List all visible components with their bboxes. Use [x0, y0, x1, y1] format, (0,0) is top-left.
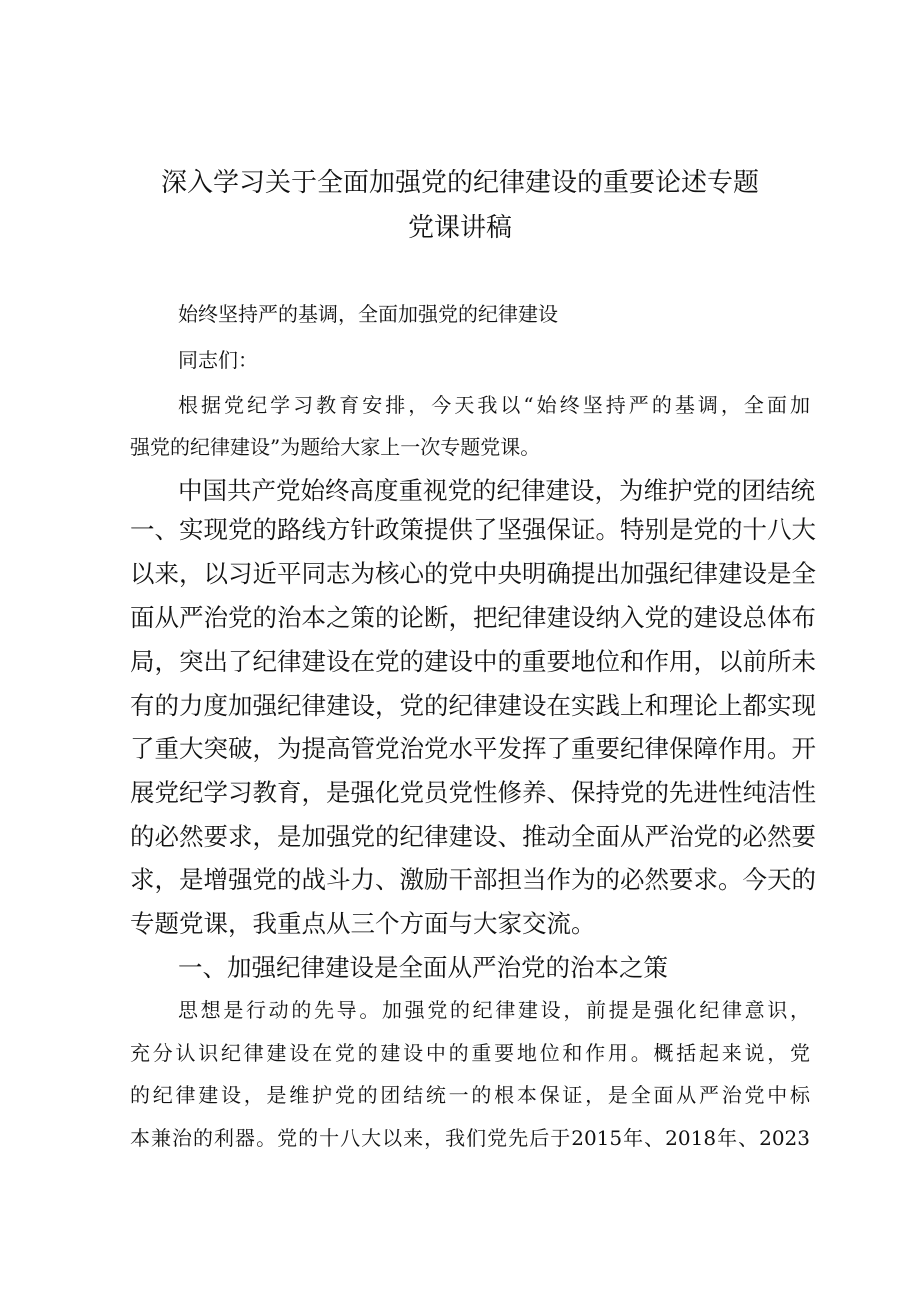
- section-heading-1: 一、加强纪律建设是全面从严治党的治本之策: [178, 953, 668, 982]
- paragraph-2-line: 专题党课，我重点从三个方面与大家交流。: [130, 909, 596, 938]
- document-title-line-1: 深入学习关于全面加强党的纪律建设的重要论述专题: [160, 168, 759, 198]
- paragraph-2-line: 求，是增强党的战斗力、激励干部担当作为的必然要求。今天的: [130, 865, 816, 894]
- paragraph-2-line: 局，突出了纪律建设在党的建设中的重要地位和作用，以前所未: [130, 647, 816, 676]
- paragraph-2-line: 了重大突破，为提高管党治党水平发挥了重要纪律保障作用。开: [130, 734, 816, 763]
- paragraph-3-line: 思想是行动的先导。加强党的纪律建设，前提是强化纪律意识，: [178, 998, 810, 1022]
- paragraph-3-line: 充分认识纪律建设在党的建设中的重要地位和作用。概括起来说，党: [130, 1041, 810, 1065]
- paragraph-2-line: 展党纪学习教育，是强化党员党性修养、保持党的先进性纯洁性: [130, 778, 816, 807]
- paragraph-2-line: 以来，以习近平同志为核心的党中央明确提出加强纪律建设是全: [130, 559, 816, 588]
- paragraph-3-line: 的纪律建设，是维护党的团结统一的根本保证，是全面从严治党中标: [130, 1083, 810, 1107]
- document-title-line-2: 党课讲稿: [407, 213, 512, 243]
- paragraph-2-line: 有的力度加强纪律建设，党的纪律建设在实践上和理论上都实现: [130, 691, 816, 720]
- paragraph-2-line: 面从严治党的治本之策的论断，把纪律建设纳入党的建设总体布: [130, 603, 816, 632]
- subtitle: 始终坚持严的基调，全面加强党的纪律建设: [178, 302, 558, 326]
- paragraph-1-line: 强党的纪律建设”为题给大家上一次专题党课。: [130, 435, 541, 459]
- paragraph-2-line: 一、实现党的路线方针政策提供了坚强保证。特别是党的十八大: [130, 515, 816, 544]
- paragraph-3-line: 本兼治的利器。党的十八大以来，我们党先后于2015年、2018年、2023: [130, 1126, 810, 1150]
- paragraph-2-line: 的必然要求，是加强党的纪律建设、推动全面从严治党的必然要: [130, 822, 816, 851]
- paragraph-2-line: 中国共产党始终高度重视党的纪律建设，为维护党的团结统: [178, 476, 815, 505]
- paragraph-1-line: 根据党纪学习教育安排，今天我以“始终坚持严的基调，全面加: [178, 393, 810, 417]
- salutation: 同志们：: [178, 348, 258, 372]
